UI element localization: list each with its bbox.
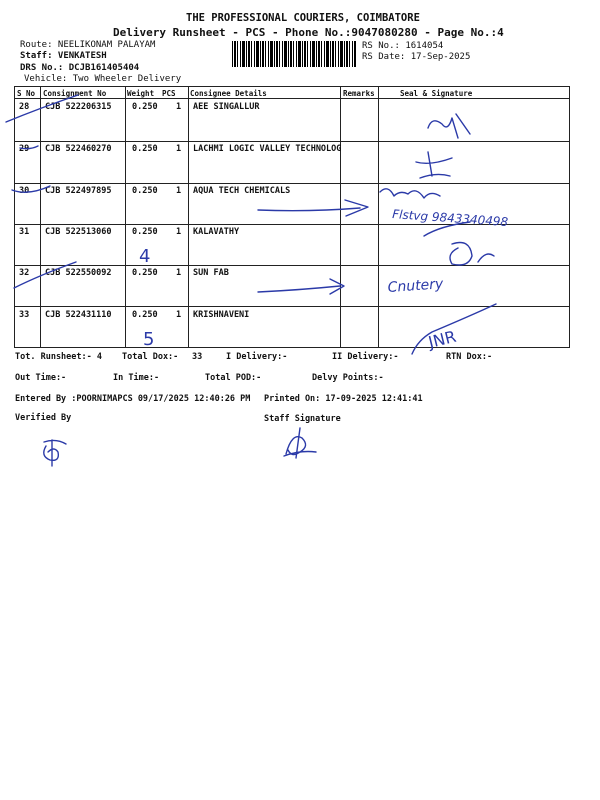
staff-text: Staff: VENKATESH [20,51,107,61]
total-runsheet: Tot. Runsheet:- 4 [15,352,102,362]
col-header-consignment: Consignment No [43,89,107,98]
row-weight: 0.250 [132,310,158,320]
tick-mark [14,262,76,288]
col-header-consignee: Consignee Details [190,89,267,98]
row-sno: 29 [19,144,30,154]
remark-row32: Cnutery [387,276,444,296]
mark-row31: 4 [139,246,151,267]
total-dox-value: 33 [192,352,203,362]
row-consignee: KRISHNAVENI [193,310,250,320]
arrow-row32 [258,279,344,294]
signature-row29 [416,152,452,178]
in-time: In Time:- [113,373,160,383]
row-pcs: 1 [176,144,182,154]
row-pcs: 1 [176,268,182,278]
runsheet-title: Delivery Runsheet - PCS - Phone No.:9047080280 - Page No.:4 [113,26,504,39]
row-weight: 0.250 [132,102,158,112]
remark-row33: JNR [426,326,458,352]
row-consignment: CJB 522460270 [45,144,112,154]
row-consignment: CJB 522497895 [45,186,112,196]
row-consignment: CJB 522550092 [45,268,112,278]
row-weight: 0.250 [132,144,158,154]
total-pod: Total POD:- [205,373,262,383]
signature-row33-stroke [412,304,496,354]
staff-signature-label: Staff Signature [264,414,341,424]
row-consignee: LACHMI LOGIC VALLEY TECHNOLOG [193,144,342,154]
col-header-pcs: PCS [162,89,176,98]
tick-mark [20,146,38,149]
row-pcs: 1 [176,227,182,237]
verified-signature [44,440,66,466]
rs-date: RS Date: 17-Sep-2025 [362,52,471,62]
signature-row30 [380,189,440,198]
row-consignee: AEE SINGALLUR [193,102,260,112]
row-weight: 0.250 [132,268,158,278]
row-consignment: CJB 522513060 [45,227,112,237]
first-delivery: I Delivery:- [226,352,288,362]
printed-on: Printed On: 17-09-2025 12:41:41 [264,394,423,404]
out-time: Out Time:- [15,373,67,383]
route-text: Route: NEELIKONAM PALAYAM [20,40,156,50]
rtn-dox: RTN Dox:- [446,352,493,362]
entered-by: Entered By :POORNIMAPCS 09/17/2025 12:40:26 PM [15,394,251,404]
col-header-remarks: Remarks [343,89,375,98]
company-name: THE PROFESSIONAL COURIERS, COIMBATORE [186,12,420,24]
row-sno: 28 [19,102,30,112]
staff-signature [284,428,316,458]
row-consignment: CJB 522206315 [45,102,112,112]
arrow-row30 [258,200,368,216]
tick-mark [12,186,50,192]
col-header-weight: Weight [127,89,155,98]
verified-by: Verified By [15,413,72,423]
tick-mark [6,95,78,122]
signature-row28 [428,114,470,138]
col-header-seal: Seal & Signature [400,89,473,98]
row-consignment: CJB 522431110 [45,310,112,320]
row-pcs: 1 [176,186,182,196]
row-pcs: 1 [176,102,182,112]
row-sno: 33 [19,310,30,320]
signature-row31 [424,222,494,265]
mark-row33: 5 [143,329,155,350]
row-consignee: AQUA TECH CHEMICALS [193,186,291,196]
row-consignee: SUN FAB [193,268,229,278]
vehicle-text: Vehicle: Two Wheeler Delivery [24,74,182,84]
col-header-sno: S No [17,89,36,98]
row-pcs: 1 [176,310,182,320]
total-dox-label: Total Dox:- [122,352,179,362]
remark-row30: Flstvg 9843340498 [391,207,509,230]
rs-number: RS No.: 1614054 [362,41,444,51]
second-delivery: II Delivery:- [332,352,399,362]
row-sno: 30 [19,186,30,196]
row-weight: 0.250 [132,186,158,196]
row-consignee: KALAVATHY [193,227,240,237]
delivery-points: Delvy Points:- [312,373,384,383]
drs-number: DRS No.: DCJB161405404 [20,63,140,73]
row-weight: 0.250 [132,227,158,237]
row-sno: 32 [19,268,30,278]
row-sno: 31 [19,227,30,237]
